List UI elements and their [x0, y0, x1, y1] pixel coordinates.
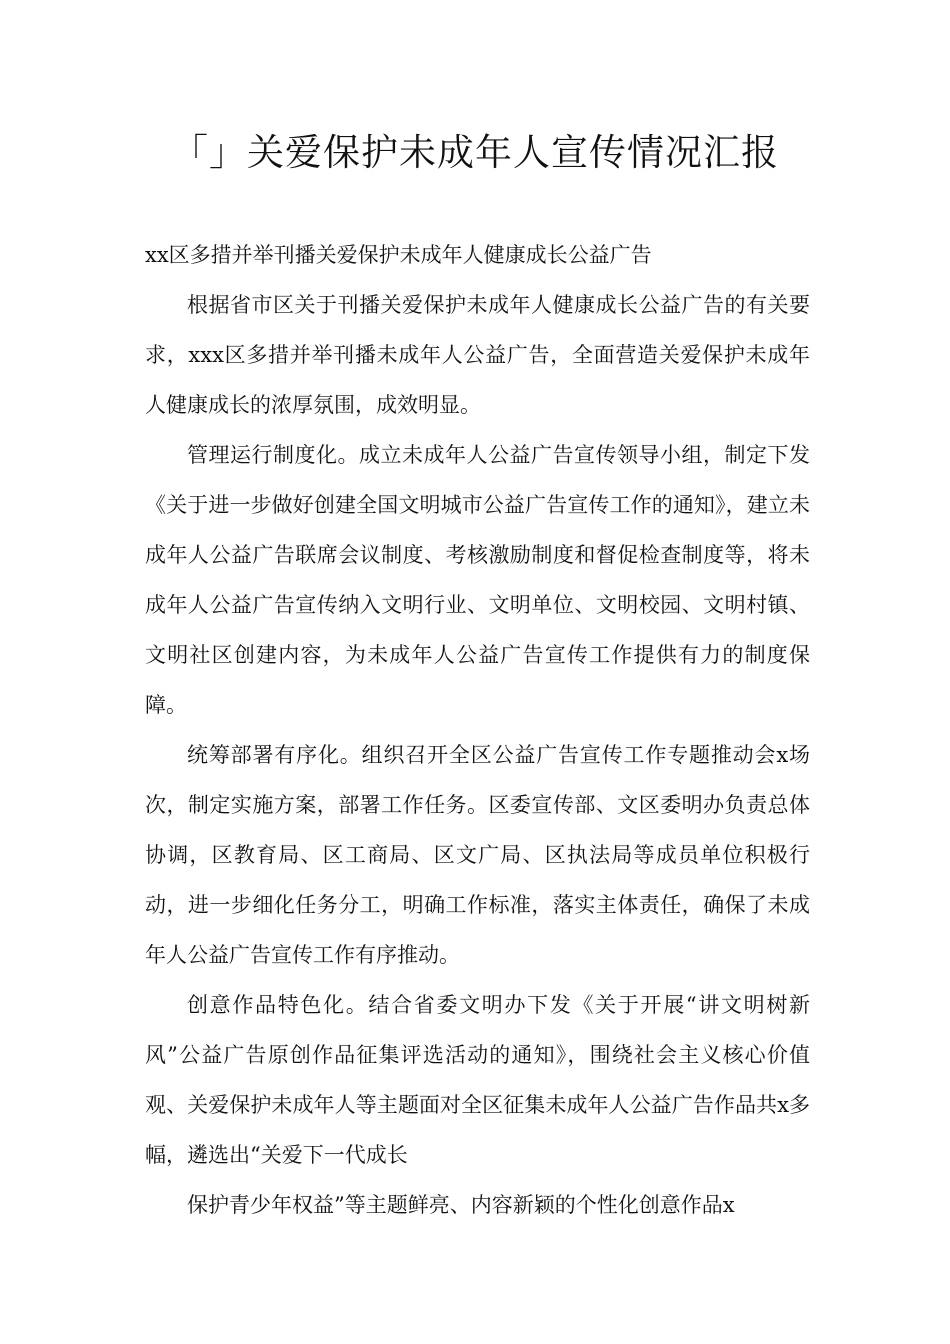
- paragraph-management: 管理运行制度化。成立未成年人公益广告宣传领导小组，制定下发《关于进一步做好创建全国文明城市公益广告宣传工作的通知》，建立未成年人公益广告联席会议制度、考核激励制度和督促检查制度等，将未成年人公益广告宣传纳入文明行业、文明单位、文明校园、文明村镇、文明社区创建内容，为未成年人公益广告宣传工作提供有力的制度保障。: [145, 443, 810, 717]
- subtitle-line: xx区多措并举刊播关爱保护未成年人健康成长公益广告: [145, 243, 652, 267]
- paragraph-continuation: 保护青少年权益”等主题鲜亮、内容新颖的个性化创意作品x: [187, 1193, 735, 1217]
- paragraph-deployment: 统筹部署有序化。组织召开全区公益广告宣传工作专题推动会x场次，制定实施方案，部署工作任务。区委宣传部、文区委明办负责总体协调，区教育局、区工商局、区文广局、区执法局等成员单位积极行动，进一步细化任务分工，明确工作标准，落实主体责任，确保了未成年人公益广告宣传工作有序推动。: [145, 743, 810, 967]
- paragraph-creative-works: 创意作品特色化。结合省委文明办下发《关于开展“讲文明树新风”公益广告原创作品征集评选活动的通知》，围绕社会主义核心价值观、关爱保护未成年人等主题面对全区征集未成年人公益广告作品共x多幅，遴选出“关爱下一代成长: [145, 993, 810, 1167]
- document-title: 「」关爱保护未成年人宣传情况汇报: [171, 131, 779, 174]
- paragraph-intro: 根据省市区关于刊播关爱保护未成年人健康成长公益广告的有关要求，xxx区多措并举刊播未成年人公益广告，全面营造关爱保护未成年人健康成长的浓厚氛围，成效明显。: [145, 293, 810, 417]
- document-body: [145, 230, 810, 1230]
